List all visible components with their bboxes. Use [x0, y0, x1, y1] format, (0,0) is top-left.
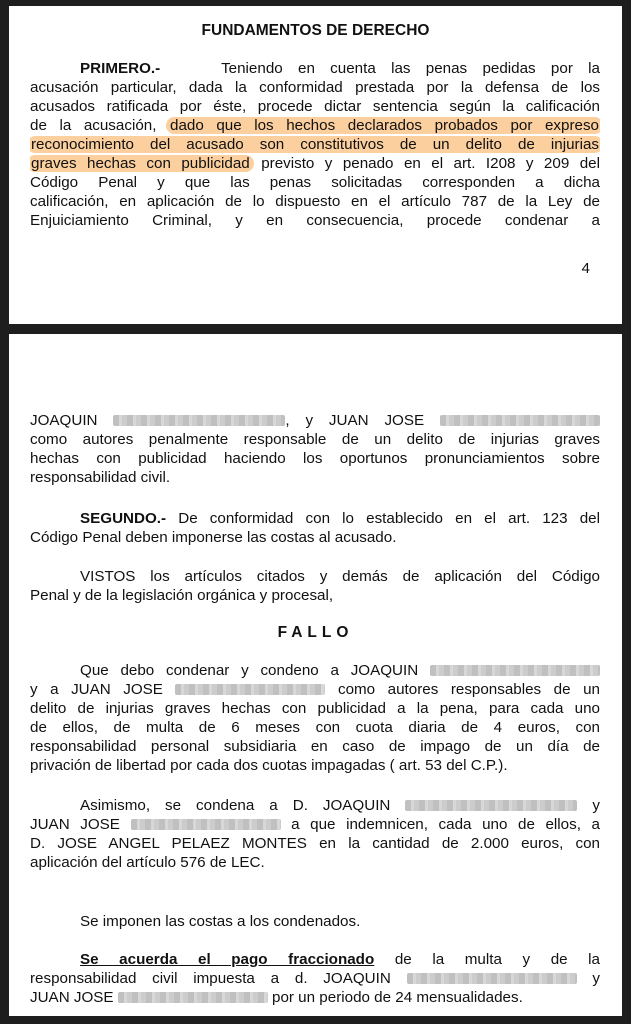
redacted-surname [430, 665, 600, 676]
redacted-surname [175, 684, 325, 695]
paragraph-asimismo: Asimismo, se condena a D. JOAQUIN y JUAN JOSE a que indemnicen, cada uno de ellos, a D. JOSE ANGEL PELAEZ MONTES en la cantidad de 2.000 euros, con aplicación del artículo 576 de LEC. [30, 797, 600, 871]
redacted-surname [131, 819, 281, 830]
highlighted-text: dado que los hechos declarados probados por expreso [166, 117, 600, 134]
paragraph-vistos: VISTOS los artículos citados y demás de aplicación del Código Penal y de la legislación orgánica y procesal, [30, 568, 600, 604]
document-page-2 [9, 334, 622, 1016]
redacted-surname [440, 415, 600, 426]
page-number: 4 [581, 260, 590, 277]
paragraph-fallo: Que debo condenar y condeno a JOAQUIN y a JUAN JOSE como autores responsables de un delito de injurias graves hechas con publicidad a la pena, para cada uno de ellos, de multa de 6 meses con cuota diaria de 4 euros, con responsabilidad personal subsidiaria en caso de impago de un día de privación de libertad por cada dos cuotas impagadas ( art. 53 del C.P.). [30, 662, 600, 774]
paragraph-pago-fraccionado: Se acuerda el pago fraccionado de la multa y de la responsabilidad civil impuesta a d. JOAQUIN y JUAN JOSE por un periodo de 24 mensualidades. [30, 951, 600, 1006]
paragraph-condena-names: JOAQUIN , y JUAN JOSE como autores penalmente responsable de un delito de injurias graves hechas con publicidad haciendo los oportunos pronunciamientos sobre responsabilidad civil. [30, 412, 600, 486]
paragraph-primero: PRIMERO.- Teniendo en cuenta las penas pedidas por la acusación particular, dada la conformidad prestada por la defensa de los acusados ratificada por éste, procede dictar sentencia según la calificación de la acusación, dado que los hechos declarados probados por expreso reconocimiento del acusado son constitutivos de un delito de injurias graves hechas con publicidad previsto y penado en el art. I208 y 209 del Código Penal y que las penas solicitadas corresponden a dicha calificación, en aplicación de lo dispuesto en el artículo 787 de la Ley de Enjuiciamiento Criminal, y en consecuencia, procede condenar a [30, 59, 600, 230]
redacted-surname [118, 992, 268, 1003]
highlighted-text: graves hechas con publicidad [30, 155, 254, 172]
document-page-1 [9, 6, 622, 324]
redacted-surname [405, 800, 577, 811]
fallo-heading: FALLO [277, 624, 354, 641]
paragraph-costas: Se imponen las costas a los condenados. [80, 913, 361, 930]
pago-fraccionado-label: Se acuerda el pago fraccionado [80, 951, 375, 968]
primero-label: PRIMERO.- [80, 60, 161, 77]
redacted-surname [407, 973, 577, 984]
segundo-label: SEGUNDO.- [80, 510, 167, 527]
redacted-surname [113, 415, 285, 426]
highlighted-text: reconocimiento del acusado son constitutivos de un delito de injurias [30, 136, 600, 153]
paragraph-segundo: SEGUNDO.- De conformidad con lo establecido en el art. 123 del Código Penal deben imponerse las costas al acusado. [30, 510, 600, 546]
section-heading: FUNDAMENTOS DE DERECHO [201, 22, 430, 39]
